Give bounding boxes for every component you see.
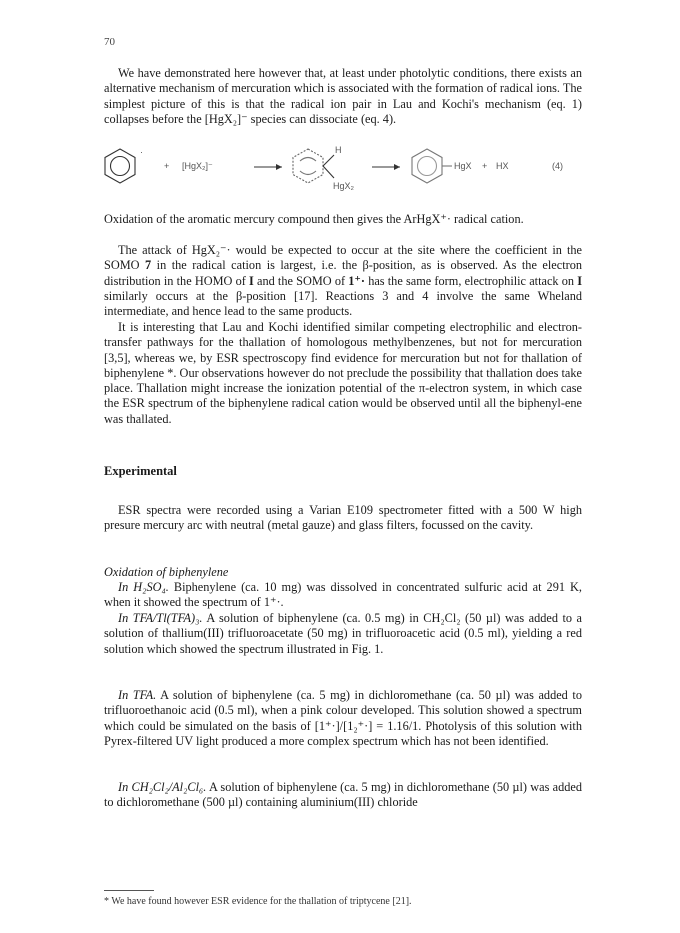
subheading-oxidation: Oxidation of biphenylene	[104, 565, 229, 579]
benzene-ring-intermediate	[293, 149, 323, 183]
paragraph-3-text	[104, 243, 582, 319]
p3-seg-i: similarly occurs at the β-position [17]. Reactions 3 and 4 involve the same Wheland intermediate, and hence lead to the same products.	[104, 288, 582, 319]
p9-body: A solution of biphenylene (ca. 5 mg) in dichloromethane (50 µl) was added to dichloromethane (500 µl) containing aluminium(III) chloride	[104, 780, 583, 810]
benzene-ring-reactant	[105, 149, 135, 183]
p6-title: In H₂SO₄.	[118, 580, 169, 594]
radical-dot-label: ·	[140, 147, 143, 157]
benzene-ring-product	[412, 149, 442, 183]
reaction-scheme	[104, 145, 582, 207]
hgx2-anion-label: [HgX₂]⁻	[182, 161, 213, 171]
paragraph-1	[104, 66, 582, 127]
hydrogen-label: H	[335, 145, 342, 155]
plus-sign-2: +	[482, 161, 488, 171]
paragraph-8	[104, 688, 582, 749]
paragraph-9-text	[104, 780, 582, 811]
paragraph-7-text	[104, 611, 582, 657]
aromatic-circle-reactant	[111, 157, 130, 176]
p8-body: A solution of biphenylene (ca. 5 mg) in dichloromethane (ca. 50 µl) was added to trifluoroethanoic acid (0.5 ml), when a pink colour developed. This solution showed a spectrum which could be simulated on the basis of [1⁺·]/[1₂⁺·] = 1.16/1. Photolysis of this solution with Pyrex-filtered UV light produced a more complex spectrum which has not been identified.	[104, 688, 583, 748]
hgx2-substituent-label: HgX₂	[333, 181, 355, 191]
hx-label: HX	[496, 161, 509, 171]
paragraph-4	[104, 320, 582, 427]
equation-number: (4)	[552, 161, 563, 171]
p3-seg-b: 7	[145, 258, 152, 273]
paragraph-6	[104, 580, 582, 611]
p9-title: In CH₂Cl₂/Al₂Cl₆.	[118, 780, 207, 794]
paragraph-2	[104, 212, 582, 227]
paragraph-5-text: ESR spectra were recorded using a Varian E109 spectrometer fitted with a 500 W high presure mercury arc with neutral (metal gauze) and glass filters, focussed on the cavity.	[104, 503, 582, 533]
arrow-head-2	[394, 164, 400, 170]
p6-body: Biphenylene (ca. 10 mg) was dissolved in concentrated sulfuric acid at 291 K, when it showed the spectrum of 1⁺·.	[104, 580, 582, 610]
p7-body: A solution of biphenylene (ca. 0.5 mg) in CH₂Cl₂ (50 µl) was added to a solution of thallium(III) trifluoroacetate (50 mg) in trifluoroacetic acid (0.5 ml), yielding a red solution which showed the spectrum illustrated in Fig. 1.	[104, 611, 582, 656]
bond-to-h	[323, 155, 334, 166]
p3-seg-f: 1⁺·	[348, 273, 366, 288]
paragraph-3	[104, 243, 582, 319]
footnote-rule	[104, 890, 154, 891]
p7-title: In TFA/Tl(TFA)₃.	[118, 611, 203, 625]
p8-title: In TFA.	[118, 688, 157, 702]
p3-seg-h: I	[577, 273, 583, 288]
paragraph-5	[104, 503, 582, 534]
product-hgx-label: HgX	[454, 161, 472, 171]
footnote: * We have found however ESR evidence for the thallation of triptycene [21].	[104, 896, 412, 907]
p3-seg-d: I	[249, 273, 254, 288]
page-number: 70	[104, 36, 115, 48]
p3-seg-c: in the radical cation is largest, i.e. the β-position, as is observed. As the electron distribution in the HOMO of	[104, 258, 583, 288]
p3-seg-g: has the same form, electrophilic attack on	[365, 273, 578, 288]
reaction-scheme-drawing	[104, 145, 582, 207]
arrow-head-1	[276, 164, 282, 170]
bond-to-hgx2	[323, 166, 334, 178]
paragraph-6-text	[104, 580, 582, 611]
paragraph-7	[104, 611, 582, 657]
plus-sign-1: +	[164, 161, 170, 171]
paragraph-2-text: Oxidation of the aromatic mercury compound then gives the ArHgX⁺· radical cation.	[104, 212, 524, 226]
aromatic-circle-product	[418, 157, 437, 176]
paragraph-9	[104, 780, 582, 811]
paragraph-4-text: It is interesting that Lau and Kochi identified similar competing electrophilic and electron-transfer pathways for the thallation of homologous methylbenzenes, but not for mercuration [3,5], whereas we, by ESR spectroscopy find evidence for mercuration but not for thallation of biphenylene *. Our observations however do not preclude the possibility that thallation does take place. Thallation might increase the ionization potential of the π-electron system, in which case the ESR spectrum of the biphenylene radical cation would be observed until all the biphenyl-ene was thallated.	[104, 320, 582, 426]
paragraph-8-text	[104, 688, 582, 749]
p3-seg-a: The attack of HgX₂⁻· would be expected to occur at the site where the coefficient in the SOMO	[104, 243, 582, 273]
p3-seg-e: and the SOMO of	[253, 273, 349, 288]
paragraph-1-text: We have demonstrated here however that, at least under photolytic conditions, there exists an alternative mechanism of mercuration which is associated with the formation of radical ions. The simplest picture of this is that the radical ion pair in Lau and Kochi's mechanism (eq. 1) collapses before the [HgX₂]⁻ species can dissociate (eq. 4).	[104, 66, 582, 126]
section-heading-experimental: Experimental	[104, 464, 177, 478]
